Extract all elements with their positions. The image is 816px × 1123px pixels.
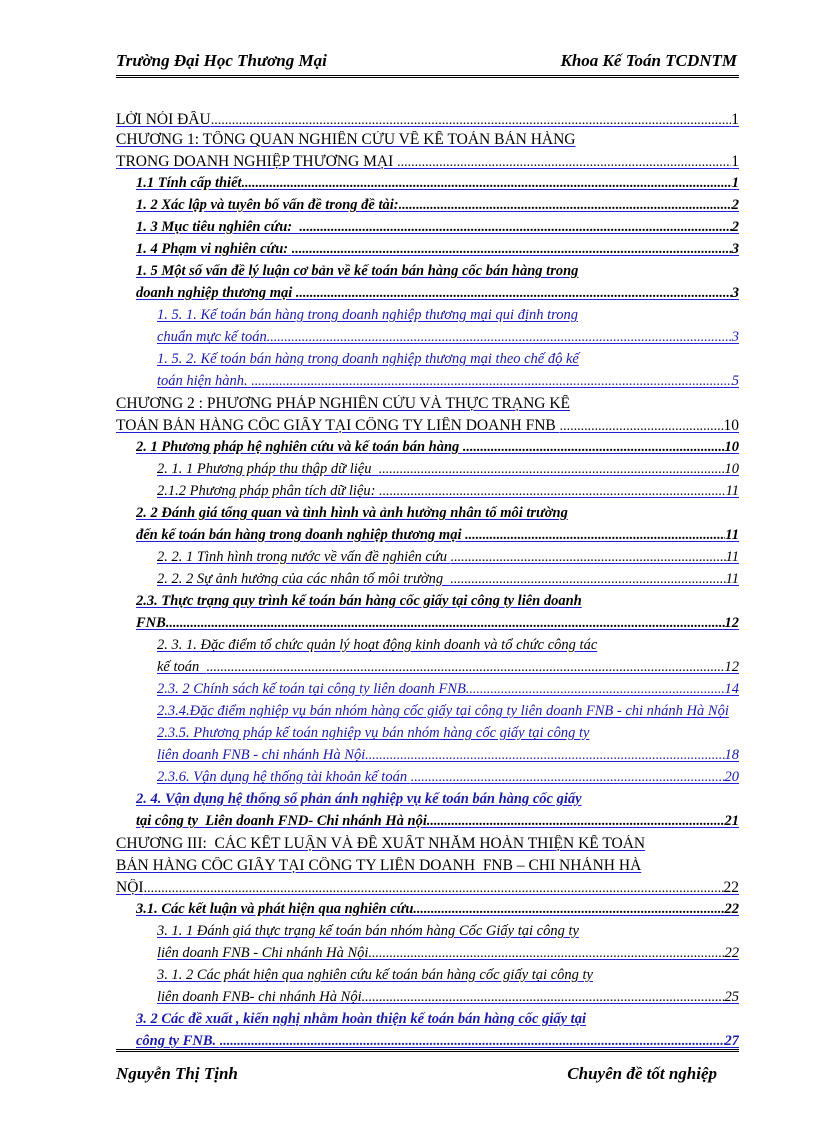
toc-entry-chapter-2[interactable]: CHƯƠNG 2 : PHƯƠNG PHÁP NGHIÊN CỨU VÀ THỰC TRẠNG KẾ [116,395,571,412]
toc-entry-2-2-1[interactable]: 2. 2. 1 Tình hình trong nước về vấn đề nghiên cứu ..... 11 [157,549,739,570]
toc-entry-3-1-2-cont[interactable]: liên doanh FNB- chi nhánh Hà Nội ..... 25 [157,989,739,1010]
toc-entry-2-3-4[interactable]: 2.3.4.Đặc điểm nghiệp vụ bán nhóm hàng cốc giấy tại công ty liên doanh FNB - chi nhánh Hà Nội [157,703,729,719]
footer-author: Nguyễn Thị Tịnh [116,1064,238,1083]
toc-entry-1-2[interactable]: 1. 2 Xác lập và tuyên bố vấn đề trong đề tài: ..... 2 [136,197,739,218]
page-footer [116,1049,739,1083]
toc-entry-1-1[interactable]: 1.1 Tính cấp thiết ..... 1 [136,175,739,196]
toc-entry-1-5[interactable]: 1. 5 Một số vấn đề lý luận cơ bản về kế toán bán hàng cốc bán hàng trong [136,263,579,279]
toc-entry-1-3[interactable]: 1. 3 Mục tiêu nghiên cứu: ..... 2 [136,219,739,240]
toc-entry-3-1-2[interactable]: 3. 1. 2 Các phát hiện qua nghiên cứu kế toán bán hàng cốc giấy tại công ty [157,967,593,983]
toc-entry-2-4[interactable]: 2. 4. Vận dụng hệ thống sổ phản ánh nghiệp vụ kế toán bán hàng cốc giấy [136,791,582,807]
header-faculty: Khoa Kế Toán TCDNTM [560,51,737,70]
toc-entry-2-3-5[interactable]: 2.3.5. Phương pháp kế toán nghiệp vụ bán nhóm hàng cốc giấy tại công ty [157,725,590,741]
toc-entry-3-1-1[interactable]: 3. 1. 1 Đánh giá thực trạng kế toán bán nhóm hàng Cốc Giấy tại công ty [157,923,579,939]
toc-entry-3-2[interactable]: 3. 2 Các đề xuất , kiến nghị nhằm hoàn thiện kế toán bán hàng cốc giấy tại [136,1011,586,1027]
toc-entry-2-1[interactable]: 2. 1 Phương pháp hệ nghiên cứu và kế toán bán hàng ..... 10 [136,439,739,460]
toc-entry-chapter-3-cont[interactable]: BÁN HÀNG CỐC GIẤY TẠI CÔNG TY LIÊN DOANH FNB – CHI NHÁNH HÀ [116,857,642,874]
toc-entry-1-5-1-cont[interactable]: chuẩn mực kế toán ..... 3 [157,329,739,350]
toc-entry-2-2[interactable]: 2. 2 Đánh giá tổng quan và tình hình và ảnh hưởng nhân tố môi trường [136,505,568,521]
toc-entry-2-3-2[interactable]: 2.3. 2 Chính sách kế toán tại công ty liên doanh FNB ..... 14 [157,681,739,702]
toc-entry-chapter-1-cont[interactable]: TRONG DOANH NGHIỆP THƯƠNG MẠI ..... 1 [116,153,739,174]
toc-entry-2-2-cont[interactable]: đến kế toán bán hàng trong doanh nghiệp thương mại ..... 11 [136,527,739,548]
toc-entry-2-3-1[interactable]: 2. 3. 1. Đặc điểm tổ chức quản lý hoạt động kinh doanh và tổ chức công tác [157,637,598,653]
toc-entry-2-4-cont[interactable]: tại công ty Liên doanh FND- Chi nhánh Hà nội ..... 21 [136,813,739,834]
toc-entry-1-5-cont[interactable]: doanh nghiệp thương mại ..... 3 [136,285,739,306]
toc-entry-2-1-2[interactable]: 2.1.2 Phương pháp phân tích dữ liệu: ..... 11 [157,483,739,504]
toc-entry-3-1[interactable]: 3.1. Các kết luận và phát hiện qua nghiên cứu ..... 22 [136,901,739,922]
toc-entry-chapter-3[interactable]: CHƯƠNG III: CÁC KẾT LUẬN VÀ ĐỀ XUẤT NHẰM HOÀN THIỆN KẾ TOÁN [116,835,646,852]
toc-entry-2-1-1[interactable]: 2. 1. 1 Phương pháp thu thập dữ liệu ..... 10 [157,461,739,482]
toc-entry-2-3-cont[interactable]: FNB ..... 12 [136,615,739,636]
toc-entry-1-5-2[interactable]: 1. 5. 2. Kế toán bán hàng trong doanh nghiệp thương mại theo chế độ kế [157,351,579,367]
toc-entry-chapter-3-cont-2[interactable]: NỘI ..... 22 [116,879,739,900]
header-school: Trường Đại Học Thương Mại [116,51,327,70]
toc-entry-2-3-6[interactable]: 2.3.6. Vận dụng hệ thống tài khoản kế toán ..... 20 [157,769,739,790]
toc-entry-1-4[interactable]: 1. 4 Phạm vi nghiên cứu: ..... 3 [136,241,739,262]
toc-entry-chapter-1[interactable]: CHƯƠNG 1: TỔNG QUAN NGHIÊN CỨU VỀ KẾ TOÁN BÁN HÀNG [116,131,576,148]
toc-entry-2-3-5-cont[interactable]: liên doanh FNB - chi nhánh Hà Nội ..... 18 [157,747,739,768]
toc-entry-2-3-1-cont[interactable]: kế toán ..... 12 [157,659,739,680]
toc-entry-1-5-2-cont[interactable]: toán hiện hành. ..... 5 [157,373,739,394]
toc-entry-2-3[interactable]: 2.3. Thực trạng quy trình kế toán bán hàng cốc giấy tại công ty liên doanh [136,593,582,609]
toc-entry-chapter-2-cont[interactable]: TOÁN BÁN HÀNG CỐC GIẤY TẠI CÔNG TY LIÊN DOANH FNB ..... 10 [116,417,739,438]
toc-entry-2-2-2[interactable]: 2. 2. 2 Sự ảnh hưởng của các nhân tố môi trường ..... 11 [157,571,739,592]
footer-doc-type: Chuyên đề tốt nghiệp [567,1064,717,1083]
toc-entry-1-5-1[interactable]: 1. 5. 1. Kế toán bán hàng trong doanh nghiệp thương mại qui định trong [157,307,578,323]
toc-entry-3-1-1-cont[interactable]: liên doanh FNB - Chi nhánh Hà Nội ..... 22 [157,945,739,966]
toc-entry-preface[interactable]: LỜI NÓI ĐẦU ..... 1 [116,111,739,132]
toc-entry-3-2-cont[interactable]: công ty FNB. ..... 27 [136,1033,739,1049]
